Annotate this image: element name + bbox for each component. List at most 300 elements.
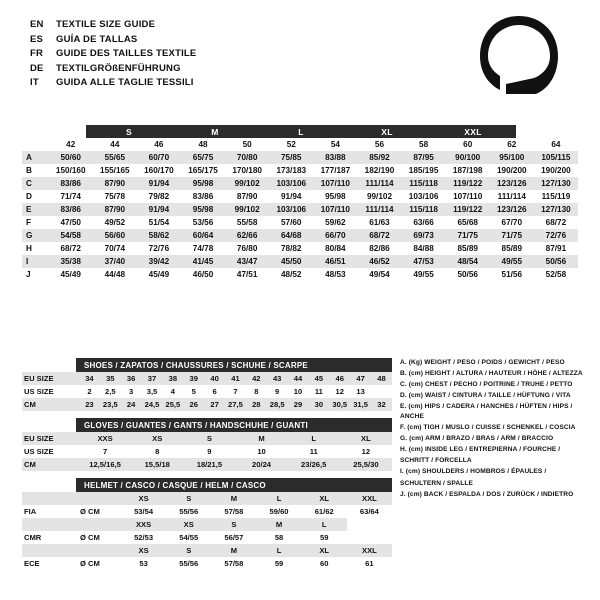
size-cell: 10 [257, 447, 266, 456]
size-number: 60 [463, 140, 473, 149]
measurement-cell: 107/110 [453, 192, 483, 201]
helmet-measurement: 63/64 [359, 507, 379, 516]
measurement-cell: 85/89 [501, 244, 523, 253]
helmet-size: XS [121, 544, 166, 557]
measurement-cell: 119/122 [446, 203, 490, 216]
size-cell: 27,5 [225, 398, 246, 411]
size-cell: 25,5 [162, 398, 183, 411]
unit-label [79, 492, 121, 505]
legend-entry: H. (cm) INSIDE LEG / ENTREPIERNA / FOURCHE / [400, 446, 561, 454]
language-code: DE [30, 62, 44, 74]
measurement-cell: 107/110 [313, 203, 357, 216]
size-cell: 38 [162, 372, 183, 385]
size-band-l: L [258, 125, 344, 138]
measurement-cell: 87/95 [402, 151, 446, 164]
measurement-cell: 39/42 [137, 255, 181, 268]
table-row [22, 242, 578, 255]
helmet-size: XL [302, 492, 347, 505]
measurement-cell: 49/52 [104, 218, 126, 227]
measurement-cell: 48/54 [446, 255, 490, 268]
size-cell: 5 [191, 387, 196, 396]
unit-label [79, 518, 121, 531]
measurement-cell: 52/58 [545, 270, 567, 279]
size-number: 62 [507, 140, 517, 149]
measurement-cell: 95/100 [490, 151, 534, 164]
table-row [22, 505, 392, 518]
legend-entry: G. (cm) ARM / BRAZO / BRAS / ARM / BRACCIO [400, 435, 554, 443]
row-label: EU SIZE [22, 372, 79, 385]
measurement-cell: 65/75 [181, 151, 225, 164]
measurement-cell: 45/50 [269, 255, 313, 268]
size-cell: 26 [183, 398, 204, 411]
measurement-cell: 53/56 [192, 218, 214, 227]
measurement-cell: 68/72 [357, 229, 401, 242]
measurement-cell: 84/88 [413, 244, 434, 253]
size-cell: 31,5 [350, 398, 371, 411]
measurement-cell: 71/75 [446, 229, 490, 242]
measurement-cell: 60/70 [137, 151, 181, 164]
size-cell: 8 [254, 387, 259, 396]
measurement-cell: 177/187 [320, 166, 351, 175]
helmet-measurement: 61/62 [314, 507, 334, 516]
table-row [22, 177, 578, 190]
helmet-measurement: 52/53 [134, 533, 154, 542]
legend-entry: A. (Kg) WEIGHT / PESO / POIDS / GEWICHT / PESO [400, 359, 565, 366]
size-cell: 13 [356, 387, 365, 396]
table-row [22, 385, 392, 398]
measurement-cell: 187/198 [452, 166, 483, 175]
measurement-cell: 85/92 [357, 151, 401, 164]
language-code: ES [30, 33, 44, 45]
size-cell: 36 [121, 372, 142, 385]
size-cell: 43 [267, 372, 288, 385]
helmet-size: S [166, 492, 211, 505]
helmet-size: XS [121, 492, 166, 505]
measurement-cell: 182/190 [364, 166, 395, 175]
size-cell: 48 [371, 372, 392, 385]
row-label: F [26, 218, 32, 227]
measurement-cell: 91/94 [137, 177, 181, 190]
measurement-cell: 107/110 [313, 177, 357, 190]
legend-entry: C. (cm) CHEST / PECHO / POITRINE / TRUHE / PETTO [400, 381, 573, 389]
measurement-cell: 91/94 [137, 203, 181, 216]
language-title: TEXTILGRÖßENFÜHRUNG [56, 62, 181, 74]
helmet-size-header-row [22, 544, 392, 557]
helmet-measurement: 60 [319, 559, 329, 568]
legend-entry: SCHULTERN / SPALLE [400, 479, 473, 487]
table-row [22, 372, 392, 385]
measurement-cell: 83/86 [49, 203, 93, 216]
measurement-cell: 127/130 [534, 177, 578, 190]
measurement-cell: 127/130 [534, 203, 578, 216]
table-row [22, 255, 578, 268]
measurement-cell: 185/195 [408, 166, 439, 175]
measurement-cell: 49/54 [369, 270, 390, 279]
unit-label [79, 544, 121, 557]
legend-entry: B. (cm) HEIGHT / ALTURA / HAUTEUR / HÖHE / ALTEZZA [400, 370, 583, 378]
legend-entry: I. (cm) SHOULDERS / HOMBROS / ÉPAULES / [400, 468, 547, 476]
size-cell: 42 [246, 372, 267, 385]
size-cell: 32 [371, 398, 392, 411]
helmet-icon [476, 14, 562, 103]
measurement-cell: 55/58 [236, 218, 258, 227]
size-cell: 9 [207, 447, 212, 456]
unit-label: Ø CM [80, 507, 100, 516]
measurement-cell: 150/160 [55, 166, 86, 175]
size-cell: 3,5 [146, 387, 158, 396]
size-cell: 23 [79, 398, 100, 411]
measurement-cell: 68/72 [545, 218, 567, 227]
measurement-cell: 165/175 [188, 166, 218, 175]
row-label: I [22, 255, 49, 268]
measurement-cell: 35/38 [49, 255, 93, 268]
helmet-size: XXL [347, 492, 392, 505]
size-cell: L [288, 432, 340, 445]
shoes-block [22, 358, 392, 411]
size-cell: 18/21,5 [183, 458, 235, 471]
row-label: H [26, 244, 32, 253]
size-cell: 28 [246, 398, 267, 411]
table-row [22, 268, 578, 281]
size-cell: 30 [308, 398, 329, 411]
measurement-cell: 51/54 [148, 218, 170, 227]
measurement-cell: 90/100 [446, 151, 490, 164]
size-band-row [22, 125, 578, 138]
size-cell: 6 [212, 387, 217, 396]
size-cell: 3 [129, 387, 134, 396]
measurement-cell: 41/45 [181, 255, 225, 268]
size-cell: 2 [87, 387, 92, 396]
size-cell: 39 [183, 372, 204, 385]
helmet-measurement: 57/58 [224, 559, 244, 568]
helmet-measurement: 54/55 [179, 533, 199, 542]
row-label: B [26, 166, 32, 175]
standard-label: FIA [24, 507, 37, 516]
size-cell [371, 385, 392, 398]
measurement-cell: 46/52 [357, 255, 401, 268]
measurement-cell: 47/53 [402, 255, 446, 268]
size-cell: 20/24 [235, 458, 287, 471]
row-label: US SIZE [24, 447, 54, 456]
helmet-size: XXL [347, 544, 392, 557]
measurement-cell: 46/51 [313, 255, 357, 268]
measurement-cell: 69/73 [402, 229, 446, 242]
measurement-cell: 47/50 [60, 218, 81, 227]
language-code: IT [30, 77, 39, 89]
measurement-cell: 45/49 [148, 270, 170, 279]
size-number: 52 [286, 140, 296, 149]
helmet-size: XS [166, 518, 211, 531]
measurement-cell: 43/47 [225, 255, 269, 268]
legend-entry: D. (cm) WAIST / CINTURA / TAILLE / HÜFTUNG / VITA [400, 392, 571, 400]
row-label [22, 138, 49, 151]
measurement-cell: 59/62 [325, 218, 346, 227]
measurement-cell: 66/70 [313, 229, 357, 242]
measurement-cell: 56/60 [93, 229, 137, 242]
table-row [22, 229, 578, 242]
size-number: 54 [330, 140, 340, 149]
measurement-cell: 160/170 [144, 166, 174, 175]
measurement-cell: 71/75 [490, 229, 534, 242]
measurement-cell: 47/51 [236, 270, 258, 279]
measurement-cell: 115/119 [541, 192, 571, 201]
row-label: D [26, 192, 32, 201]
size-cell: 4 [170, 387, 175, 396]
language-list [30, 18, 196, 91]
measurement-cell: 123/126 [490, 203, 534, 216]
measurement-cell: 74/78 [192, 244, 214, 253]
measurement-cell: 63/66 [413, 218, 434, 227]
size-number: 50 [242, 140, 252, 149]
size-cell: XL [340, 432, 392, 445]
measurement-cell: 91/94 [281, 192, 302, 201]
measurement-cell: 45/49 [60, 270, 81, 279]
measurement-cell: 46/50 [192, 270, 214, 279]
helmet-measurement: 57/58 [224, 507, 244, 516]
measurement-cell: 50/60 [49, 151, 93, 164]
helmet-block [22, 478, 392, 570]
legend-entry: E. (cm) HIPS / CADERA / HANCHES / HÜFTEN / HIPS / ANCHE [400, 403, 573, 420]
size-cell: XXS [79, 432, 131, 445]
size-cell: 15,5/18 [131, 458, 183, 471]
helmet-block-title: HELMET / CASCO / CASQUE / HELM / CASCO [76, 478, 392, 492]
helmet-size: S [211, 518, 256, 531]
row-label: J [26, 270, 31, 279]
measurement-cell: 65/68 [457, 218, 478, 227]
helmet-measurement: 53/54 [134, 507, 154, 516]
measurement-cell: 54/58 [49, 229, 93, 242]
size-cell: 34 [79, 372, 100, 385]
helmet-size: M [211, 492, 256, 505]
size-cell: 40 [204, 372, 225, 385]
measurement-cell: 67/70 [501, 218, 523, 227]
legend-entry: F. (cm) TIGH / MUSLO / CUISSE / SCHENKEL / COSCIA [400, 424, 576, 432]
gloves-block [22, 418, 392, 471]
measurement-cell: 111/114 [357, 203, 401, 216]
measurement-cell: 190/200 [497, 166, 527, 175]
size-cell: 37 [142, 372, 163, 385]
unit-label: Ø CM [80, 533, 100, 542]
measurement-cell: 60/64 [181, 229, 225, 242]
measurement-cell: 123/126 [490, 177, 534, 190]
size-cell: 25,5/30 [340, 458, 392, 471]
row-label: EU SIZE [22, 432, 79, 445]
language-title: GUIDE DES TAILLES TEXTILE [56, 48, 197, 60]
measurement-cell: 87/90 [236, 192, 258, 201]
size-cell: 12 [361, 447, 371, 456]
measurement-cell: 50/56 [457, 270, 478, 279]
size-cell: 44 [288, 372, 309, 385]
helmet-measurement: 55/56 [179, 507, 199, 516]
helmet-size: M [256, 518, 301, 531]
helmet-size: XL [302, 544, 347, 557]
size-cell: 10 [293, 387, 303, 396]
language-row [30, 76, 196, 91]
size-cell: 24 [121, 398, 142, 411]
size-number: 58 [419, 140, 429, 149]
measurement-cell: 64/68 [269, 229, 313, 242]
helmet-size-header-row [22, 492, 392, 505]
gloves-block-title: GLOVES / GUANTES / GANTS / HANDSCHUHE / GUANTI [76, 418, 392, 432]
size-number: 48 [198, 140, 208, 149]
size-cell: 12 [335, 387, 344, 396]
measurement-cell: 72/76 [534, 229, 578, 242]
measurement-cell: 48/53 [325, 270, 346, 279]
measurement-cell: 70/74 [104, 244, 126, 253]
table-row [22, 445, 392, 458]
measurement-cell: 76/80 [236, 244, 258, 253]
measurement-cell: 50/56 [534, 255, 578, 268]
size-cell: 12,5/16,5 [79, 458, 131, 471]
helmet-measurement: 58 [274, 533, 284, 542]
helmet-size: L [256, 544, 301, 557]
measurement-cell: 111/114 [357, 177, 401, 190]
language-row [30, 62, 196, 77]
helmet-measurement: 59 [319, 533, 329, 542]
size-band-s: S [86, 125, 172, 138]
size-cell: 28,5 [267, 398, 288, 411]
measurement-cell: 105/115 [534, 151, 578, 164]
measurement-cell: 103/106 [269, 203, 313, 216]
language-title: GUIDA ALLE TAGLIE TESSILI [56, 77, 194, 89]
measurement-cell: 83/86 [49, 177, 93, 190]
table-row [22, 557, 392, 570]
helmet-size: M [211, 544, 256, 557]
measurement-cell: 70/80 [225, 151, 269, 164]
size-band-m: M [172, 125, 258, 138]
measurement-cell: 99/102 [366, 192, 392, 201]
row-label [22, 544, 79, 557]
table-row [22, 164, 578, 177]
measurement-cell: 173/183 [276, 166, 307, 175]
language-row [30, 47, 196, 62]
helmet-size-header-row [22, 518, 392, 531]
size-cell: S [183, 432, 235, 445]
main-table [22, 138, 578, 281]
size-cell: 9 [275, 387, 280, 396]
helmet-size: S [166, 544, 211, 557]
main-size-table [22, 125, 578, 281]
measurement-cell: 87/91 [545, 244, 567, 253]
table-row [22, 216, 578, 229]
table-row [22, 398, 392, 411]
measurement-legend [400, 358, 585, 501]
size-cell: 23,5 [100, 398, 121, 411]
measurement-cell: 68/72 [60, 244, 81, 253]
size-cell: 7 [233, 387, 238, 396]
table-row [22, 151, 578, 164]
helmet-measurement: 59 [274, 559, 284, 568]
measurement-cell: 49/55 [490, 255, 534, 268]
legend-entry: SCHRITT / FORCELLA [400, 457, 472, 465]
measurement-cell: 85/89 [457, 244, 478, 253]
helmet-measurement: 55/56 [179, 559, 199, 568]
helmet-measurement: 53 [139, 559, 148, 568]
table-row [22, 531, 392, 544]
standard-label: CMR [24, 533, 42, 542]
size-cell: 41 [225, 372, 246, 385]
size-cell: 7 [102, 447, 108, 456]
legend-entry: J. (cm) BACK / ESPALDA / DOS / ZURÜCK / INDIETRO [400, 490, 574, 498]
measurement-cell: 115/118 [402, 177, 446, 190]
table-row [22, 190, 578, 203]
measurement-cell: 170/180 [232, 166, 262, 175]
measurement-cell: 87/90 [93, 177, 137, 190]
measurement-cell: 82/86 [369, 244, 390, 253]
measurement-cell: 61/63 [369, 218, 390, 227]
size-number: 42 [66, 140, 76, 149]
row-label [22, 492, 79, 505]
table-row [22, 432, 392, 445]
measurement-cell: 75/85 [269, 151, 313, 164]
measurement-cell: 49/55 [413, 270, 434, 279]
row-label: C [22, 177, 49, 190]
row-label: E [22, 203, 49, 216]
helmet-measurement: 61 [365, 559, 374, 568]
helmet-measurement: 59/60 [269, 507, 289, 516]
size-number: 56 [374, 140, 385, 149]
measurement-cell: 78/82 [281, 244, 302, 253]
helmet-size: XXS [121, 518, 166, 531]
helmet-size: L [302, 518, 347, 531]
standard-label: ECE [24, 559, 40, 568]
size-cell: 27 [204, 398, 225, 411]
size-cell: 47 [350, 372, 371, 385]
size-cell: 8 [155, 447, 160, 456]
measurement-cell: 55/65 [93, 151, 137, 164]
helmet-size: L [256, 492, 301, 505]
size-cell: 46 [329, 372, 350, 385]
size-number: 64 [551, 140, 561, 149]
measurement-cell: 95/98 [181, 177, 225, 190]
size-band-xxl: XXL [430, 125, 516, 138]
size-cell: M [235, 432, 287, 445]
size-cell: XS [131, 432, 183, 445]
measurement-cell: 115/118 [402, 203, 446, 216]
measurement-cell: 72/76 [148, 244, 170, 253]
row-label: CM [22, 398, 79, 411]
language-title: TEXTILE SIZE GUIDE [56, 19, 156, 30]
size-number: 46 [154, 140, 164, 149]
size-cell: 45 [308, 372, 329, 385]
unit-label: Ø CM [80, 559, 100, 568]
size-cell: 24,5 [142, 398, 163, 411]
size-number-row [22, 138, 578, 151]
measurement-cell: 95/98 [181, 203, 225, 216]
size-number: 44 [110, 140, 120, 149]
size-cell: 11 [309, 447, 318, 456]
measurement-cell: 48/52 [281, 270, 302, 279]
language-title: GUÍA DE TALLAS [56, 33, 138, 45]
measurement-cell: 190/200 [541, 166, 571, 175]
measurement-cell: 62/66 [225, 229, 269, 242]
measurement-cell: 111/114 [497, 192, 526, 201]
measurement-cell: 37/40 [93, 255, 137, 268]
measurement-cell: 155/165 [100, 166, 130, 175]
measurement-cell: 99/102 [225, 177, 269, 190]
measurement-cell: 57/60 [281, 218, 302, 227]
lower-blocks [22, 358, 392, 577]
size-cell: 23/26,5 [288, 458, 340, 471]
size-cell: 11 [314, 387, 323, 396]
size-cell: 30,5 [329, 398, 350, 411]
table-row [22, 203, 578, 216]
measurement-cell: 103/106 [269, 177, 313, 190]
row-label: US SIZE [24, 387, 54, 396]
measurement-cell: 58/62 [137, 229, 181, 242]
language-code: EN [30, 19, 44, 30]
size-band-xl: XL [344, 125, 430, 138]
